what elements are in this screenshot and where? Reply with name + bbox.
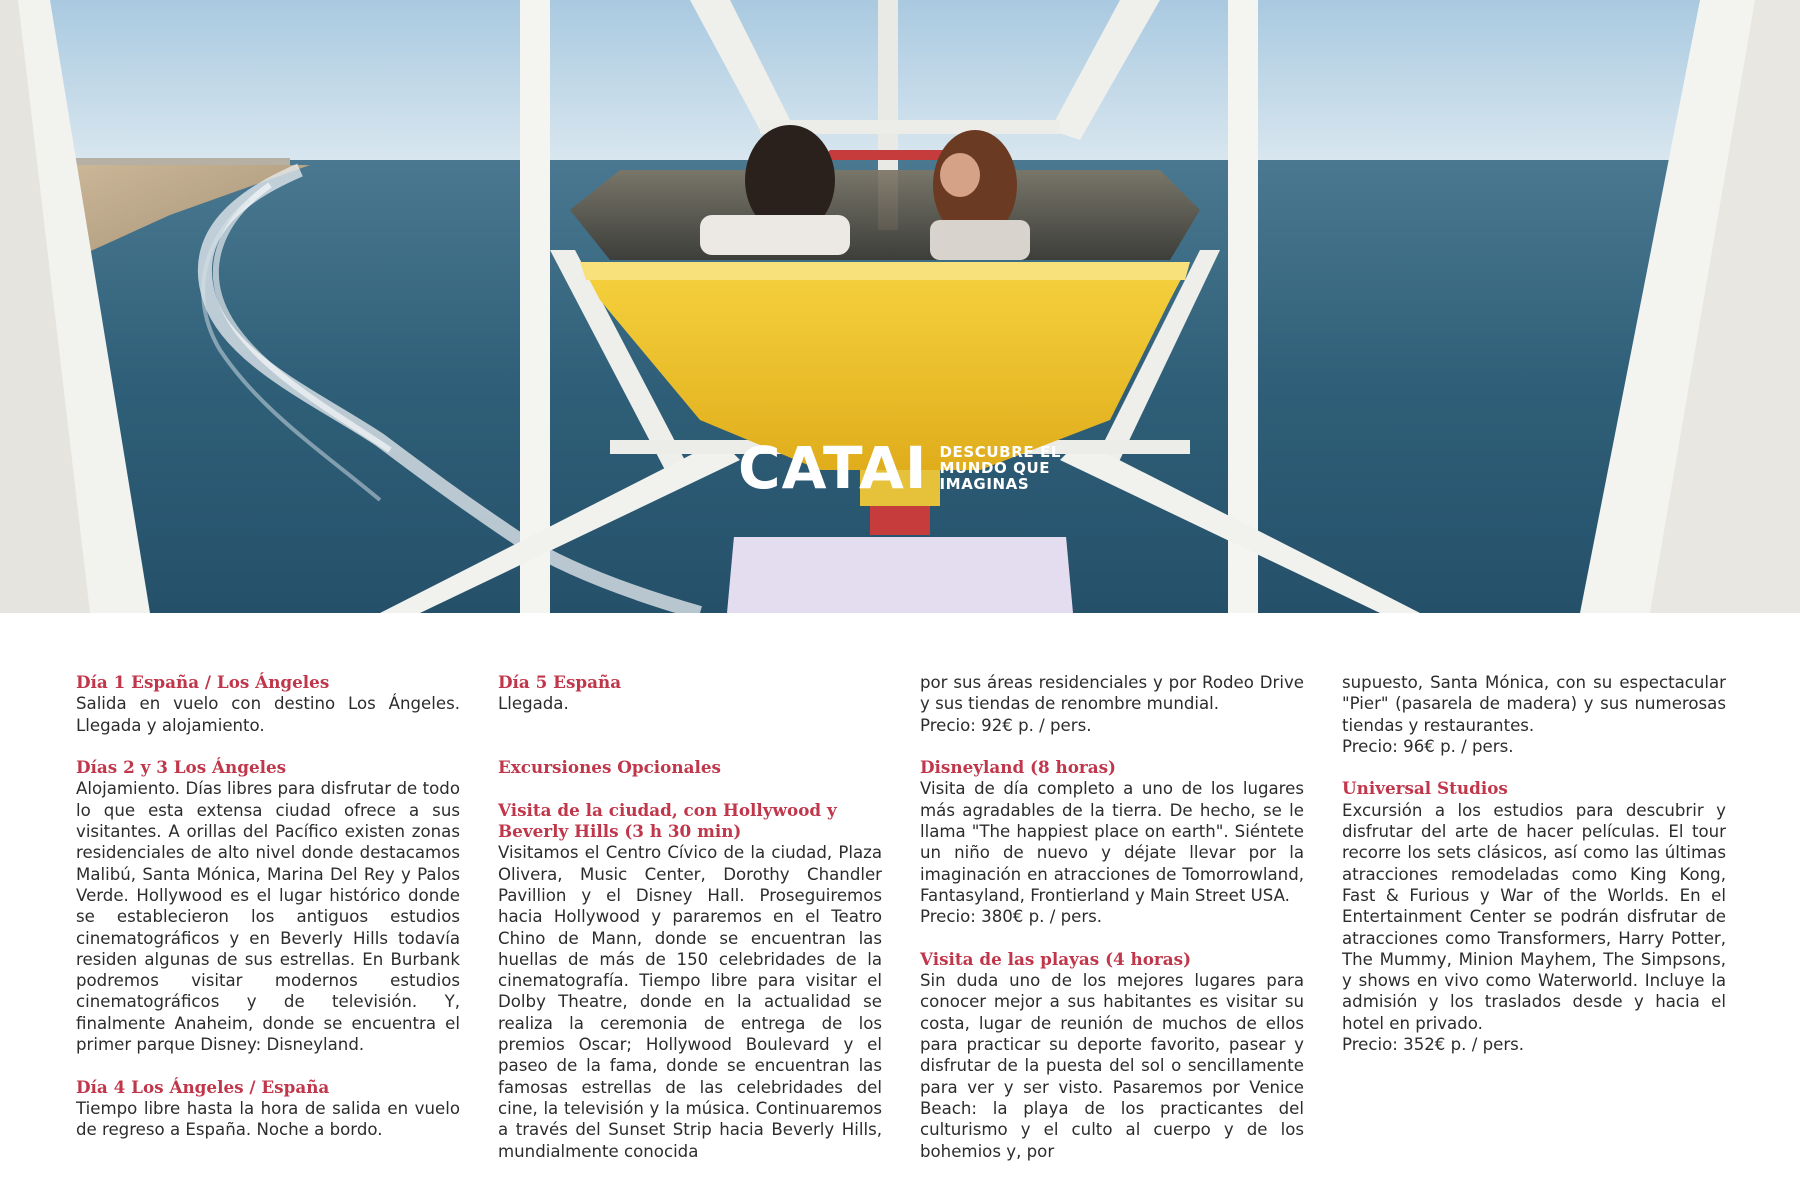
universal-price: Precio: 352€ p. / pers. <box>1342 1035 1525 1055</box>
city-tour-heading: Visita de la ciudad, con Hollywood y Beverly Hills (3 h 30 min) <box>498 799 837 842</box>
excursions-section-heading: Excursiones Opcionales <box>498 757 721 778</box>
logo-wordmark: CATAI <box>738 434 928 502</box>
day-2-3-text: Alojamiento. Días libres para disfrutar de todo lo que esta extensa ciudad ofrece a sus visitantes. A orillas del Pacífico existen zonas residenciales de alto nivel donde destacamos Malibú, Santa Mónica, Marina Del Rey y Palos Verde. Hollywood es el lugar histórico donde se establecieron los antiguos estudios cinematográficos y en Beverly Hills todavía residen algunas de sus estrellas. En Burbank podremos visitar modernos estudios cinematográficos y de televisión. Y, finalmente Anaheim, donde se encuentra el primer parque Disney: Disneyland. <box>76 779 460 1055</box>
beaches-text-continued: supuesto, Santa Mónica, con su espectacular "Pier" (pasarela de madera) y sus numerosas tiendas y restaurantes. <box>1342 673 1726 735</box>
disneyland-heading: Disneyland (8 horas) <box>920 757 1116 778</box>
day-2-3-heading: Días 2 y 3 Los Ángeles <box>76 757 287 778</box>
city-tour-text-continued: por sus áreas residenciales y por Rodeo Drive y sus tiendas de renombre mundial. <box>920 673 1304 714</box>
disneyland-price: Precio: 380€ p. / pers. <box>920 907 1103 927</box>
beaches-text: Sin duda uno de los mejores lugares para conocer mejor a sus habitantes es visitar su costa, lugar de reunión de muchos de ellos para practicar su deporte favorito, pasear y disfrutar de la puesta del sol o sencillamente para ver y ser visto. Pasaremos por Venice Beach: la playa de los practicantes del culturismo y el culto al cuerpo y de los bohemios y, por <box>920 971 1304 1161</box>
city-tour-price: Precio: 92€ p. / pers. <box>920 715 1092 735</box>
universal-heading: Universal Studios <box>1342 778 1508 799</box>
itinerary-columns <box>76 672 1726 1172</box>
day-4-text: Tiempo libre hasta la hora de salida en vuelo de regreso a España. Noche a bordo. <box>76 1098 460 1140</box>
disneyland-text: Visita de día completo a uno de los lugares más agradables de la tierra. De hecho, se le llama "The happiest place on earth". Siéntete un niño de nuevo y déjate llevar por la imaginación en atracciones de Tomorrowland, Fantasyland, Frontierland y Main Street USA. <box>920 779 1304 905</box>
column-2 <box>498 672 882 1162</box>
logo-tagline-line-3: IMAGINAS <box>939 475 1030 493</box>
beaches-price: Precio: 96€ p. / pers. <box>1342 736 1514 756</box>
catai-logo <box>738 434 1062 502</box>
day-1-heading: Día 1 España / Los Ángeles <box>76 672 330 692</box>
day-1-text: Salida en vuelo con destino Los Ángeles. Llegada y alojamiento. <box>76 694 460 735</box>
column-1 <box>76 672 460 1141</box>
beaches-heading: Visita de las playas (4 horas) <box>920 948 1192 969</box>
column-3 <box>920 672 1304 1162</box>
universal-text: Excursión a los estudios para descubrir y disfrutar del arte de hacer películas. El tour recorre los sets clásicos, así como las últimas atracciones remodeladas como King Kong, Fast & Furious y War of the Worlds. En el Entertainment Center se podrán disfrutar de atracciones como Transformers, Harry Potter, The Mummy, Minion Mayhem, The Simpsons, y shows en vivo como Waterworld. Incluye la admisión y los traslados desde y hacia el hotel en privado. <box>1342 800 1726 1033</box>
city-tour-text: Visitamos el Centro Cívico de la ciudad, Plaza Olivera, Music Center, Dorothy Chandler Pavillion y el Disney Hall. Proseguiremos hacia Hollywood y pararemos en el Teatro Chino de Mann, donde se encuentran las huellas de más de 150 celebridades de la cinematografía. Tiempo libre para visitar el Dolby Theatre, donde en la actualidad se realiza la ceremonia de entrega de los premios Oscar; Hollywood Boulevard y el paseo de la fama, donde se encuentran las famosas estrellas de las celebridades del cine, la televisión y la música. Continuaremos a través del Sunset Strip hacia Beverly Hills, mundialmente conocida <box>498 843 882 1161</box>
logo-tagline <box>939 444 1061 492</box>
logo-tagline-line-1: DESCUBRE EL <box>939 443 1062 461</box>
column-4 <box>1342 672 1726 1055</box>
logo-tagline-line-2: MUNDO QUE <box>939 459 1051 477</box>
decorative-tab <box>727 537 1073 613</box>
day-4-heading: Día 4 Los Ángeles / España <box>76 1076 330 1097</box>
day-5-heading: Día 5 España <box>498 672 622 692</box>
day-5-text: Llegada. <box>498 694 569 714</box>
